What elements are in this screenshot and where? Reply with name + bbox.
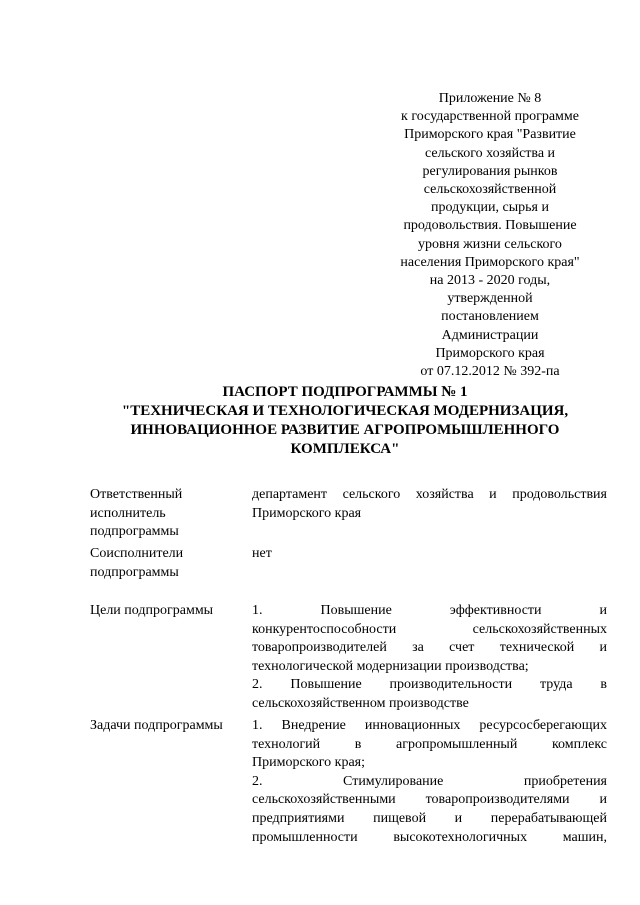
- value-line: Приморского края;: [252, 755, 366, 771]
- appendix-line: постановлением: [441, 309, 539, 325]
- appendix-line: утвержденной: [447, 291, 533, 307]
- appendix-line: регулирования рынков: [422, 163, 558, 179]
- title-line: КОМПЛЕКСА": [290, 441, 400, 457]
- value-line: 2. Повышение производительности труда в: [252, 677, 607, 693]
- document-title: [90, 383, 600, 459]
- label-line: Ответственный: [90, 487, 183, 502]
- passport-table: [90, 486, 610, 847]
- appendix-line: сельского хозяйства и: [424, 145, 556, 161]
- appendix-line: сельскохозяйственной: [423, 182, 557, 198]
- row-label: [90, 486, 252, 539]
- appendix-line: на 2013 - 2020 годы,: [429, 273, 551, 289]
- value-line: сельскохозяйственном производстве: [252, 695, 469, 711]
- value-line: департамент сельского хозяйства и продовольствия: [252, 487, 607, 502]
- label-line: подпрограммы: [90, 564, 179, 580]
- appendix-line: продовольствия. Повышение: [403, 218, 577, 234]
- appendix-line: Приморского края: [435, 345, 545, 361]
- appendix-line: уровня жизни сельского: [418, 236, 562, 252]
- value-line: технологий в агропромышленный комплекс: [252, 736, 607, 752]
- row-label: [90, 717, 252, 847]
- value-line: технологической модернизации производства;: [252, 658, 529, 674]
- appendix-line: населения Приморского края": [400, 254, 580, 270]
- value-line: нет: [252, 546, 272, 561]
- value-line: сельскохозяйственными товаропроизводителями и: [252, 792, 607, 808]
- appendix-note: [380, 90, 600, 381]
- value-line: 1. Повышение эффективности и: [252, 603, 607, 618]
- appendix-line: продукции, сырья и: [431, 200, 549, 216]
- label-line: Задачи подпрограммы: [90, 718, 223, 733]
- title-line: "ТЕХНИЧЕСКАЯ И ТЕХНОЛОГИЧЕСКАЯ МОДЕРНИЗАЦИЯ,: [121, 403, 569, 419]
- value-line: 2. Стимулирование приобретения: [252, 773, 607, 789]
- passport-row-responsible: [90, 486, 610, 539]
- passport-row-tasks: [90, 717, 610, 847]
- row-value: [252, 602, 607, 717]
- value-line: промышленности высокотехнологичных машин,: [252, 829, 607, 845]
- row-label: [90, 602, 252, 717]
- value-line: конкурентоспособности сельскохозяйственных: [252, 621, 607, 637]
- label-line: Соисполнители: [90, 546, 184, 561]
- value-line: предприятиями пищевой и перерабатывающей: [252, 810, 607, 826]
- row-value: [252, 545, 607, 595]
- title-line: ИННОВАЦИОННОЕ РАЗВИТИЕ АГРОПРОМЫШЛЕННОГО: [130, 422, 560, 438]
- label-line: Цели подпрограммы: [90, 603, 214, 618]
- value-line: 1. Внедрение инновационных ресурсосберегающих: [252, 718, 607, 733]
- value-line: Приморского края: [252, 505, 362, 521]
- row-value: [252, 486, 607, 539]
- row-value: [252, 717, 607, 847]
- value-line: товаропроизводителей за счет технической и: [252, 640, 607, 656]
- appendix-line: Приложение № 8: [438, 91, 542, 106]
- appendix-line: от 07.12.2012 № 392-па: [420, 364, 560, 380]
- label-line: исполнитель: [90, 505, 166, 521]
- passport-row-goals: [90, 602, 610, 717]
- appendix-line: к государственной программе: [401, 109, 579, 125]
- appendix-line: Администрации: [441, 327, 539, 343]
- appendix-line: Приморского края "Развитие: [404, 127, 576, 143]
- row-label: [90, 545, 252, 595]
- passport-row-co-executors: [90, 545, 610, 595]
- label-line: подпрограммы: [90, 524, 179, 540]
- title-line: ПАСПОРТ ПОДПРОГРАММЫ № 1: [222, 384, 468, 400]
